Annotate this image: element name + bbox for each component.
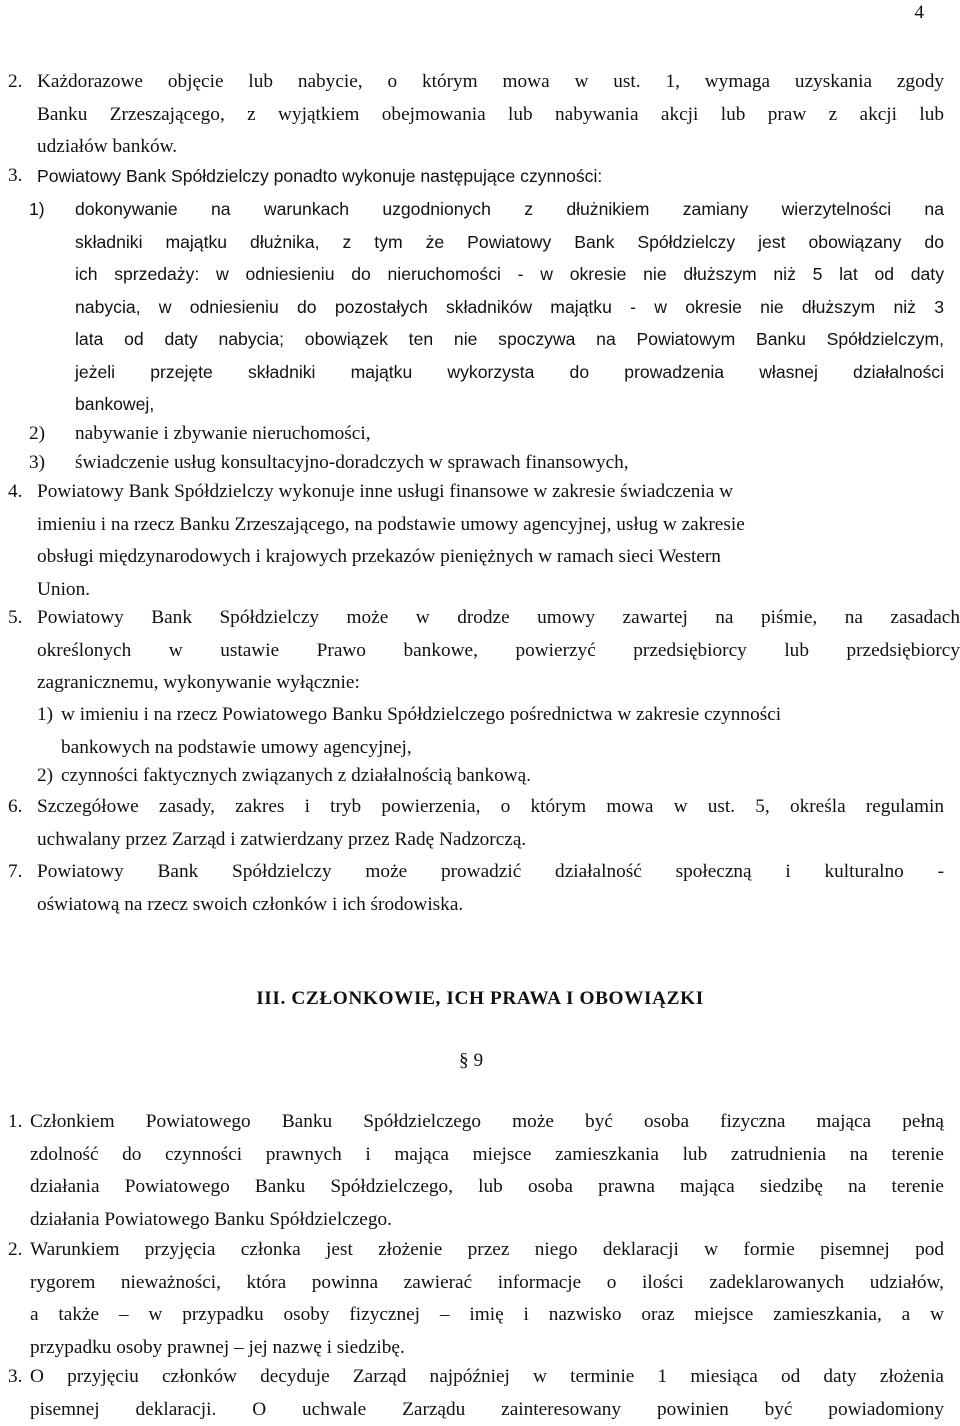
text-line: imieniu i na rzecz Banku Zrzeszającego, na podstawie umowy agencyjnej, usług w zakresie (37, 509, 908, 542)
list-item (8, 602, 960, 700)
sub-item (29, 193, 944, 421)
text-line: czynności faktycznych związanych z działalnością bankową. (61, 760, 957, 793)
item-number: 7. (8, 856, 22, 889)
text-line: ich sprzedaży: w odniesieniu do nieruchomości - w okresie nie dłuższym niż 5 lat od daty (75, 258, 944, 291)
text-line: zagranicznemu, wykonywanie wyłącznie: (37, 667, 960, 700)
sub-item-number: 3) (29, 447, 45, 480)
text-line: określonych w ustawie Prawo bankowe, powierzyć przedsiębiorcy lub przedsiębiorcy (37, 635, 960, 668)
text-line: uchwalany przez Zarząd i zatwierdzany przez Radę Nadzorczą. (37, 824, 944, 857)
text-line: świadczenie usług konsultacyjno-doradczych w sprawach finansowych, (75, 447, 944, 480)
sub-item-number: 2) (29, 418, 45, 451)
text-line: działania Powiatowego Banku Spółdzielczego. (30, 1204, 944, 1237)
list-item (8, 160, 944, 193)
sub-item-number: 1) (37, 699, 53, 732)
sub-item (29, 447, 944, 480)
sub-item-number: 1) (29, 193, 45, 226)
sub-item (37, 760, 957, 793)
list-item (8, 1234, 944, 1364)
item-number: 3. (8, 160, 22, 193)
list-item (8, 1106, 944, 1236)
section-heading: III. CZŁONKOWIE, ICH PRAWA I OBOWIĄZKI (0, 983, 960, 1015)
list-item (8, 856, 944, 921)
item-number: 5. (8, 602, 22, 635)
text-line: dokonywanie na warunkach uzgodnionych z dłużnikiem zamiany wierzytelności na (75, 193, 944, 226)
item-number: 2. (8, 1234, 22, 1267)
text-line: obsługi międzynarodowych i krajowych przekazów pieniężnych w ramach sieci Western (37, 541, 908, 574)
item-number: 6. (8, 791, 22, 824)
text-line: lata od daty nabycia; obowiązek ten nie spoczywa na Powiatowym Banku Spółdzielczym, (75, 323, 944, 356)
text-line: przypadku osoby prawnej – jej nazwę i siedzibę. (30, 1332, 944, 1365)
text-line: bankowych na podstawie umowy agencyjnej, (61, 732, 957, 765)
text-line: nabywanie i zbywanie nieruchomości, (75, 418, 944, 451)
list-item (8, 1361, 944, 1426)
text-line: Banku Zrzeszającego, z wyjątkiem obejmowania lub nabywania akcji lub praw z akcji lub (37, 99, 944, 132)
list-item (8, 476, 908, 606)
text-line: Powiatowy Bank Spółdzielczy wykonuje inne usługi finansowe w zakresie świadczenia w (37, 476, 908, 509)
sub-item (37, 699, 957, 764)
text-line: Członkiem Powiatowego Banku Spółdzielczego może być osoba fizyczna mająca pełną (30, 1106, 944, 1139)
text-line: oświatową na rzecz swoich członków i ich środowiska. (37, 889, 944, 922)
text-line: a także – w przypadku osoby fizycznej – imię i nazwisko oraz miejsce zamieszkania, a w (30, 1299, 944, 1332)
paragraph-sign: § 9 (459, 1045, 483, 1077)
item-number: 3. (8, 1361, 22, 1394)
text-line: udziałów banków. (37, 131, 944, 164)
text-line: Powiatowy Bank Spółdzielczy może prowadzić działalność społeczną i kulturalno - (37, 856, 944, 889)
text-line: Warunkiem przyjęcia członka jest złożenie przez niego deklaracji w formie pisemnej pod (30, 1234, 944, 1267)
list-item (8, 791, 944, 856)
text-line: pisemnej deklaracji. O uchwale Zarządu zainteresowany powinien być powiadomiony (30, 1394, 944, 1426)
text-line: zdolność do czynności prawnych i mająca miejsce zamieszkania lub zatrudnienia na terenie (30, 1139, 944, 1172)
text-line: O przyjęciu członków decyduje Zarząd najpóźniej w terminie 1 miesiąca od daty złożenia (30, 1361, 944, 1394)
text-line: działania Powiatowego Banku Spółdzielczego, lub osoba prawna mająca siedzibę na terenie (30, 1171, 944, 1204)
text-line: w imieniu i na rzecz Powiatowego Banku Spółdzielczego pośrednictwa w zakresie czynności (61, 699, 957, 732)
item-number: 4. (8, 476, 22, 509)
list-item (8, 66, 944, 164)
item-number: 1. (8, 1106, 22, 1139)
text-line: Powiatowy Bank Spółdzielczy może w drodze umowy zawartej na piśmie, na zasadach (37, 602, 960, 635)
item-number: 2. (8, 66, 22, 99)
text-line: Każdorazowe objęcie lub nabycie, o którym mowa w ust. 1, wymaga uzyskania zgody (37, 66, 944, 99)
text-line: składniki majątku dłużnika, z tym że Powiatowy Bank Spółdzielczy jest obowiązany do (75, 226, 944, 259)
sub-item-number: 2) (37, 760, 53, 793)
text-line: rygorem nieważności, która powinna zawierać informacje o ilości zadeklarowanych udziałów, (30, 1267, 944, 1300)
page-number: 4 (915, 0, 925, 26)
text-line: bankowej, (75, 388, 944, 421)
text-line: nabycia, w odniesieniu do pozostałych składników majątku - w okresie nie dłuższym niż 3 (75, 291, 944, 324)
text-line: Powiatowy Bank Spółdzielczy ponadto wykonuje następujące czynności: (37, 160, 944, 193)
text-line: Szczegółowe zasady, zakres i tryb powierzenia, o którym mowa w ust. 5, określa regulamin (37, 791, 944, 824)
sub-item (29, 418, 944, 451)
text-line: jeżeli przejęte składniki majątku wykorzysta do prowadzenia własnej działalności (75, 356, 944, 389)
text-line: Union. (37, 574, 908, 607)
